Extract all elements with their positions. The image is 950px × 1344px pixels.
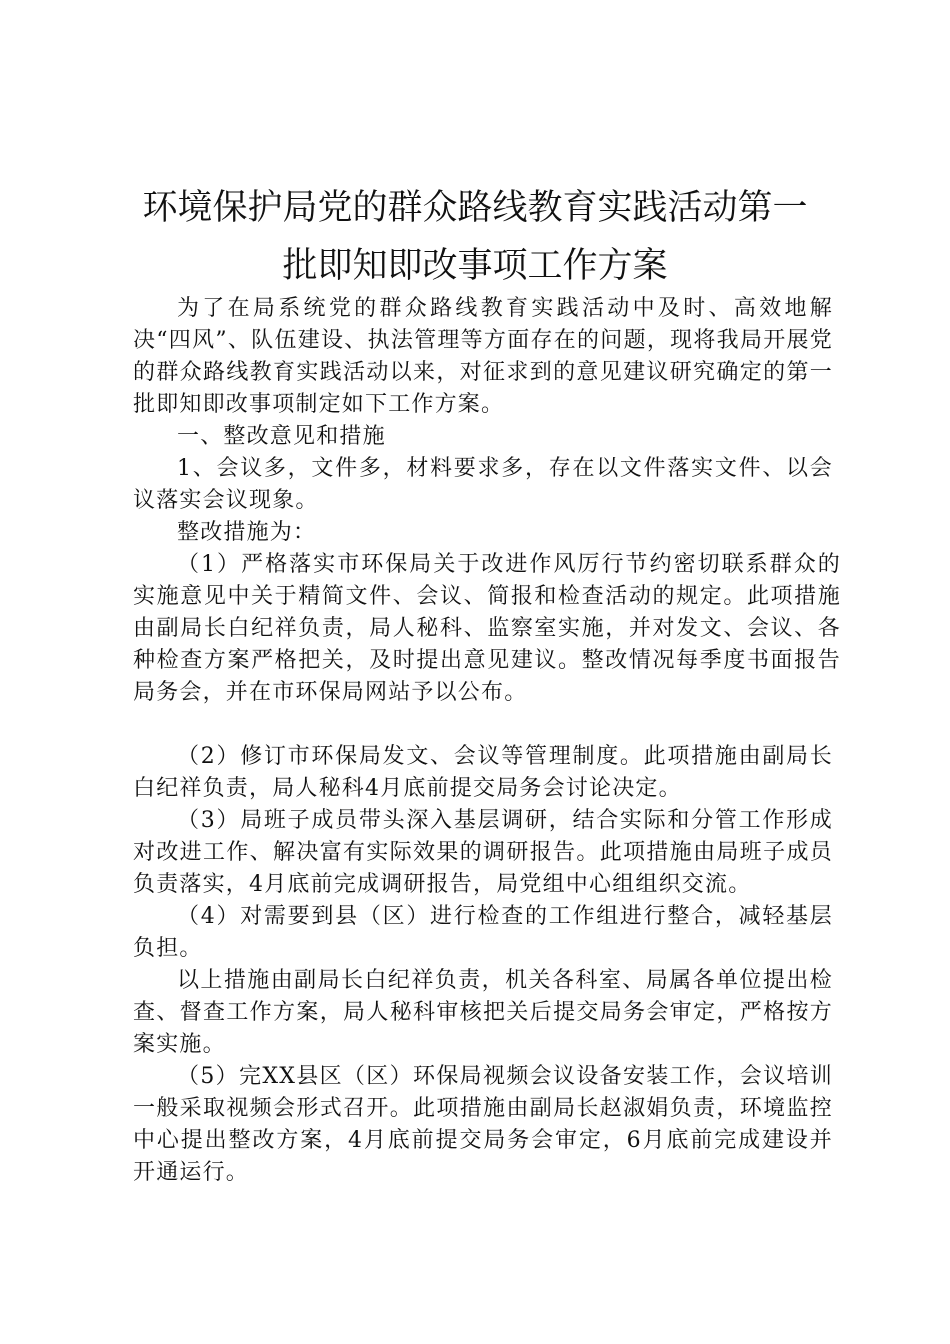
measure-3-paragraph: （3）局班子成员带头深入基层调研，结合实际和分管工作形成对改进工作、解决富有实际效果的调研报告。此项措施由局班子成员负责落实，4月底前完成调研报告，局党组中心组组织交流。: [133, 808, 833, 897]
measure-5-paragraph: （5）完XX县区（区）环保局视频会议设备安装工作，会议培训一般采取视频会形式召开。此项措施由副局长赵淑娟负责，环境监控中心提出整改方案，4月底前提交局务会审定，6月底前完成建设并开通运行。: [133, 1064, 833, 1185]
section-heading: 一、整改意见和措施: [177, 424, 386, 449]
document-body: [133, 293, 841, 1189]
paragraph-spacer: [133, 709, 833, 741]
measure-4-paragraph: （4）对需要到县（区）进行检查的工作组进行整合，减轻基层负担。: [133, 904, 833, 961]
issue-paragraph: 1、会议多，文件多，材料要求多，存在以文件落实文件、以会议落实会议现象。: [133, 456, 833, 513]
measure-1-paragraph: （1）严格落实市环保局关于改进作风厉行节约密切联系群众的实施意见中关于精简文件、会议、简报和检查活动的规定。此项措施由副局长白纪祥负责，局人秘科、监察室实施，并对发文、会议、各种检查方案严格把关，及时提出意见建议。整改情况每季度书面报告局务会，并在市环保局网站予以公布。: [133, 552, 841, 705]
measures-label: 整改措施为：: [177, 520, 317, 545]
document-title-line-1: 环境保护局党的群众路线教育实践活动第一: [142, 188, 808, 228]
document-title-line-2: 批即知即改事项工作方案: [282, 246, 668, 286]
measure-2-paragraph: （2）修订市环保局发文、会议等管理制度。此项措施由副局长白纪祥负责，局人秘科4月底前提交局务会讨论决定。: [133, 744, 833, 801]
intro-paragraph: 为了在局系统党的群众路线教育实践活动中及时、高效地解决“四风”、队伍建设、执法管理等方面存在的问题，现将我局开展党的群众路线教育实践活动以来，对征求到的意见建议研究确定的第一批即知即改事项制定如下工作方案。: [133, 296, 833, 417]
responsibility-paragraph: 以上措施由副局长白纪祥负责，机关各科室、局属各单位提出检查、督查工作方案，局人秘科审核把关后提交局务会审定，严格按方案实施。: [133, 968, 833, 1057]
